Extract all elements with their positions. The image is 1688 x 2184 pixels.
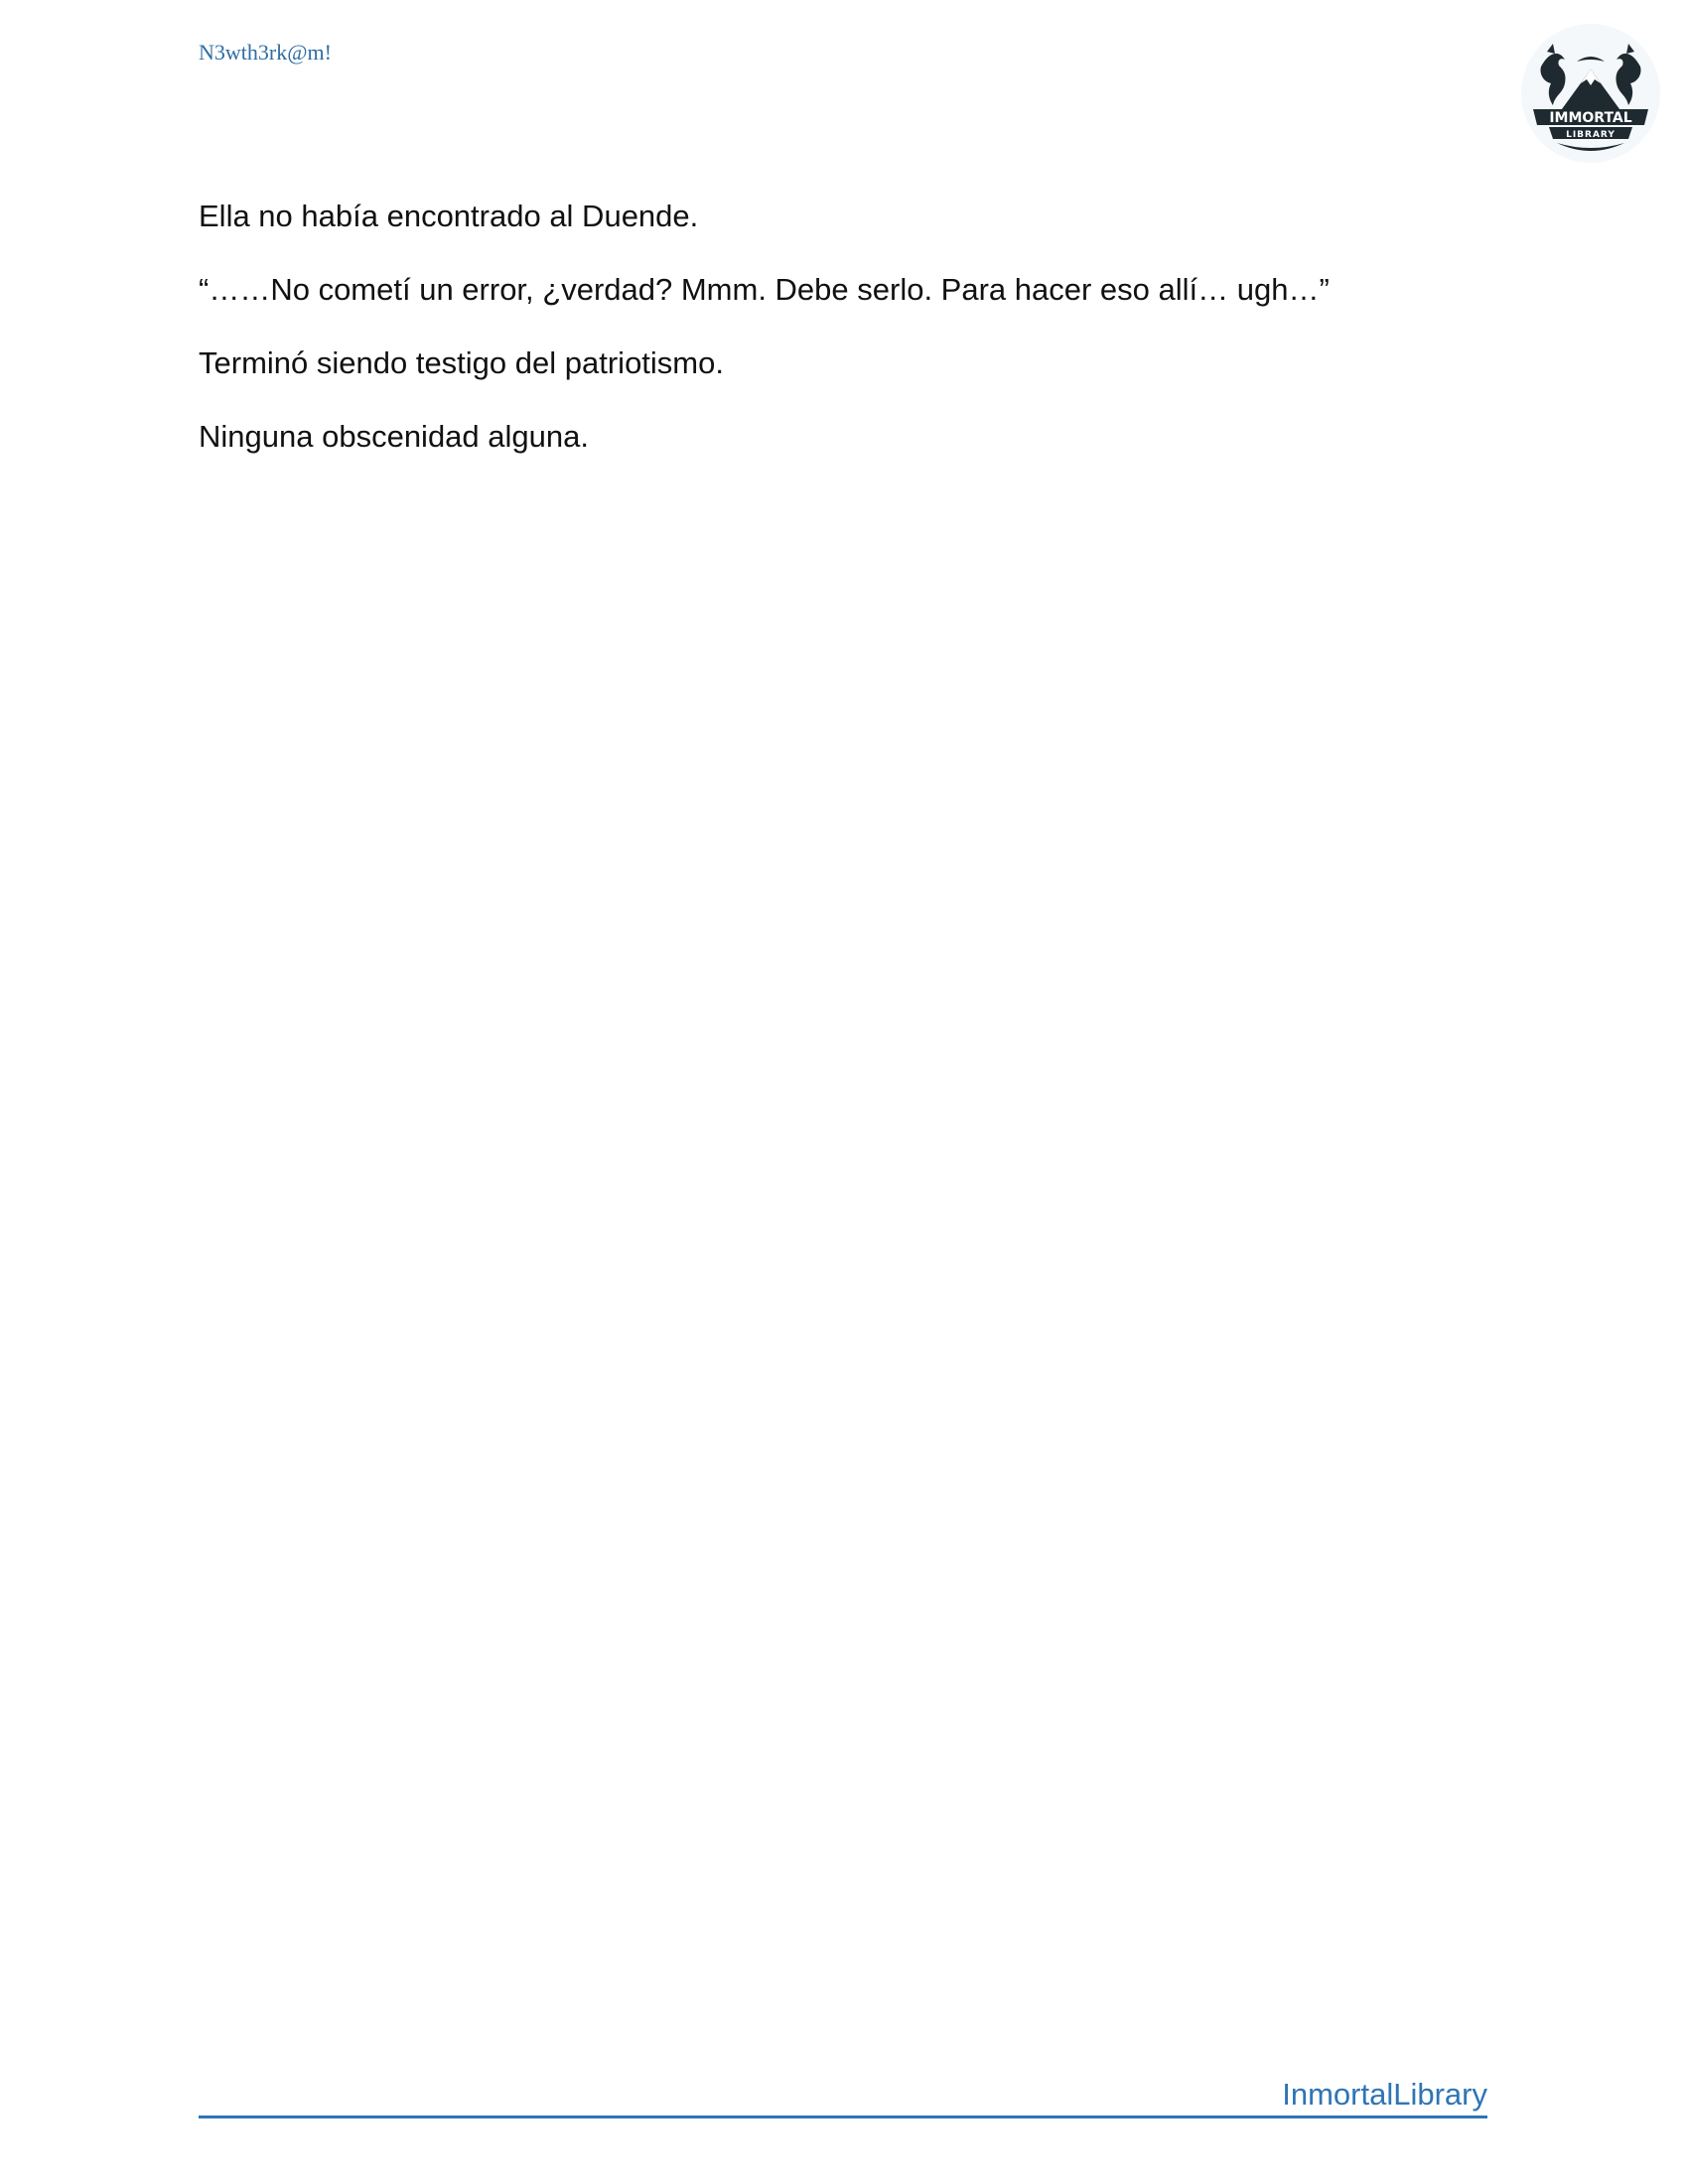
paragraph: Ninguna obscenidad alguna. [199, 419, 589, 454]
paragraph: Ella no había encontrado al Duende. [199, 199, 699, 233]
paragraph: “……No cometí un error, ¿verdad? Mmm. Debe serlo. Para hacer eso allí… ugh…” [199, 272, 1330, 307]
header-author: N3wth3rk@m! [199, 40, 332, 65]
body-text [199, 197, 1489, 490]
footer-link-inmortallibrary[interactable]: InmortalLibrary [1282, 2077, 1487, 2112]
paragraph: Terminó siendo testigo del patriotismo. [199, 345, 724, 380]
footer-divider [199, 2116, 1487, 2118]
logo-text-bottom: LIBRARY [1566, 130, 1616, 140]
immortal-library-logo [1519, 22, 1663, 166]
logo-text-top: IMMORTAL [1549, 110, 1632, 126]
